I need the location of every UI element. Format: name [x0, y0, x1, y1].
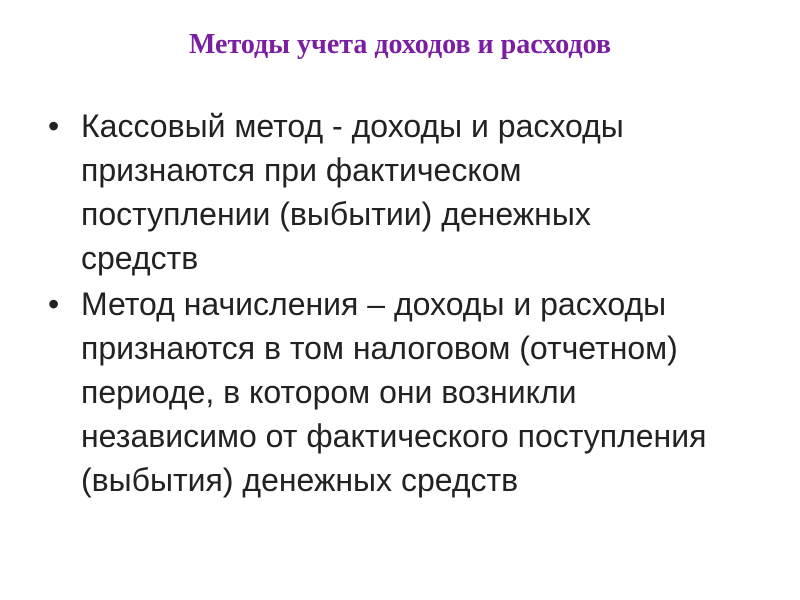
bullet-line: Метод начисления – доходы и расходы [81, 286, 667, 322]
bullet-line: независимо от фактического поступления [81, 418, 707, 454]
bullet-line: признаются в том налоговом (отчетном) [81, 330, 678, 366]
bullet-icon: • [48, 286, 60, 322]
bullet-line: признаются при фактическом [81, 152, 522, 188]
bullet-line: периоде, в котором они возникли [81, 374, 577, 410]
slide-title: Методы учета доходов и расходов [188, 29, 612, 60]
bullet-icon: • [48, 108, 60, 144]
bullet-item-cash-method [44, 104, 774, 280]
bullet-line: поступлении (выбытии) денежных [81, 196, 591, 232]
bullet-line: средств [81, 240, 199, 276]
bullet-line: (выбытия) денежных средств [81, 462, 519, 498]
bullet-item-accrual-method [44, 282, 774, 502]
bullet-list [44, 104, 774, 502]
bullet-line: Кассовый метод - доходы и расходы [81, 108, 624, 144]
